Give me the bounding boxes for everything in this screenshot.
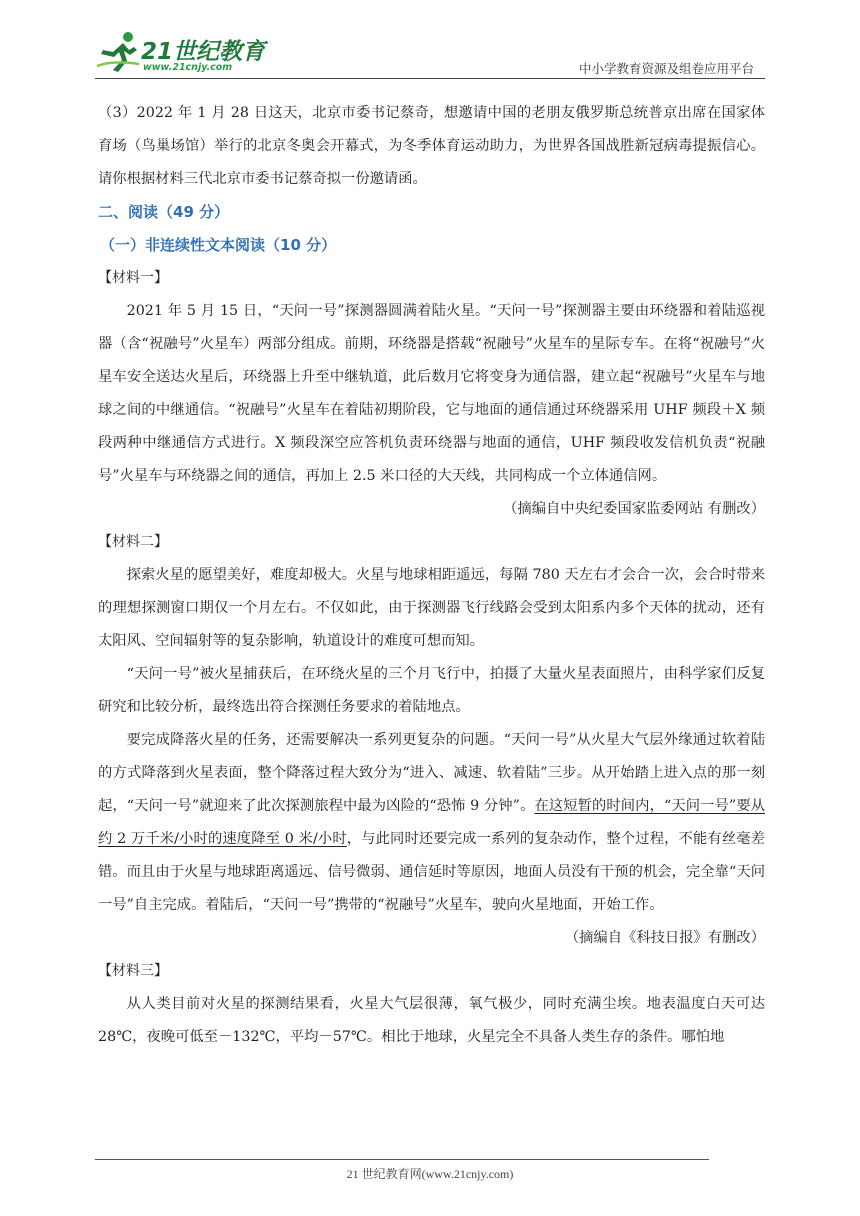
section-heading: 二、阅读（49 分）	[98, 203, 230, 221]
material-2-paragraph-1: 探索火星的愿望美好，难度却极大。火星与地球相距遥远，每隔 780 天左右才会合一次，会合时带来的理想探测窗口期仅一个月左右。不仅如此，由于探测器飞行线路会受到太阳系内多个天体的扰动，还有太阳风、空间辐射等的复杂影响，轨道设计的难度可想而知。	[98, 567, 765, 649]
material-2-paragraph-2: “天问一号”被火星捕获后，在环绕火星的三个月飞行中，拍摄了大量火星表面照片，由科学家们反复研究和比较分析，最终选出符合探测任务要求的着陆地点。	[98, 666, 765, 715]
material-3-paragraph: 从人类目前对火星的探测结果看，火星大气层很薄，氧气极少，同时充满尘埃。地表温度白天可达 28℃，夜晚可低至－132℃，平均－57℃。相比于地球，火星完全不具备人类生存的条件。哪怕地	[98, 996, 765, 1045]
material-3-label: 【材料三】	[98, 963, 168, 979]
material-2-source: （摘编自《科技日报》有删改）	[564, 930, 765, 946]
site-logo	[95, 30, 265, 78]
paragraph-text: 要完成降落火星的任务，还需要解决一系列更复杂的问题。“天问一号”从火星大气层外缘通过软着陆的方式降落到火星表面，整个降落过程大致分为“进入、减速、软着陆”三步。从开始踏上进入点的那一刻起，“天问一号”就迎来了此次探测旅程中最为凶险的“恐怖 9 分钟”。	[98, 732, 765, 814]
paragraph-text: ，与此同时还要完成一系列的复杂动作，整个过程，不能有丝毫差错。而且由于火星与地球距离遥远、信号微弱、通信延时等原因，地面人员没有干预的机会，完全靠“天问一号”自主完成。着陆后，“天问一号”携带的“祝融号”火星车，驶向火星地面，开始工作。	[98, 831, 765, 913]
material-1-source: （摘编自中央纪委国家监委网站 有删改）	[503, 501, 765, 517]
underlined-sentence: 在这短暂的时间内，“天问一号”要从约 2 万千米/小时的速度降至 0 米/小时	[98, 798, 766, 847]
material-2-paragraph-3	[98, 724, 765, 922]
logo-text: 21世纪教育	[141, 39, 266, 65]
logo-url: www.21cnjy.com	[143, 62, 233, 73]
material-1-label: 【材料一】	[98, 270, 168, 286]
page-header	[0, 0, 860, 80]
document-body	[98, 97, 765, 1054]
platform-name: 中小学教育资源及组卷应用平台	[578, 61, 754, 76]
subsection-heading: （一）非连续性文本阅读（10 分）	[100, 236, 337, 254]
runner-logo-icon	[95, 30, 141, 74]
material-2-label: 【材料二】	[98, 534, 168, 550]
footer-divider	[95, 1159, 709, 1160]
question-3: （3）2022 年 1 月 28 日这天，北京市委书记蔡奇，想邀请中国的老朋友俄罗斯总统普京出席在国家体育场（鸟巢场馆）举行的北京冬奥会开幕式，为冬季体育运动助力，为世界各国战胜新冠病毒提振信心。请你根据材料三代北京市委书记蔡奇拟一份邀请函。	[98, 105, 765, 187]
material-1-paragraph: 2021 年 5 月 15 日，“天问一号”探测器圆满着陆火星。“天问一号”探测器主要由环绕器和着陆巡视器（含“祝融号”火星车）两部分组成。前期，环绕器是搭载“祝融号”火星车的星际专车。在将“祝融号”火星车安全送达火星后，环绕器上升至中继轨道，此后数月它将变身为通信器，建立起“祝融号”火星车与地球之间的中继通信。“祝融号”火星车在着陆初期阶段，它与地面的通信通过环绕器采用 UHF 频段＋X 频段两种中继通信方式进行。X 频段深空应答机负责环绕器与地面的通信，UHF 频段收发信机负责“祝融号”火星车与环绕器之间的通信，再加上 2.5 米口径的大天线，共同构成一个立体通信网。	[98, 303, 765, 484]
page-footer: 21 世纪教育网(www.21cnjy.com)	[346, 1167, 514, 1181]
header-divider	[95, 78, 765, 79]
